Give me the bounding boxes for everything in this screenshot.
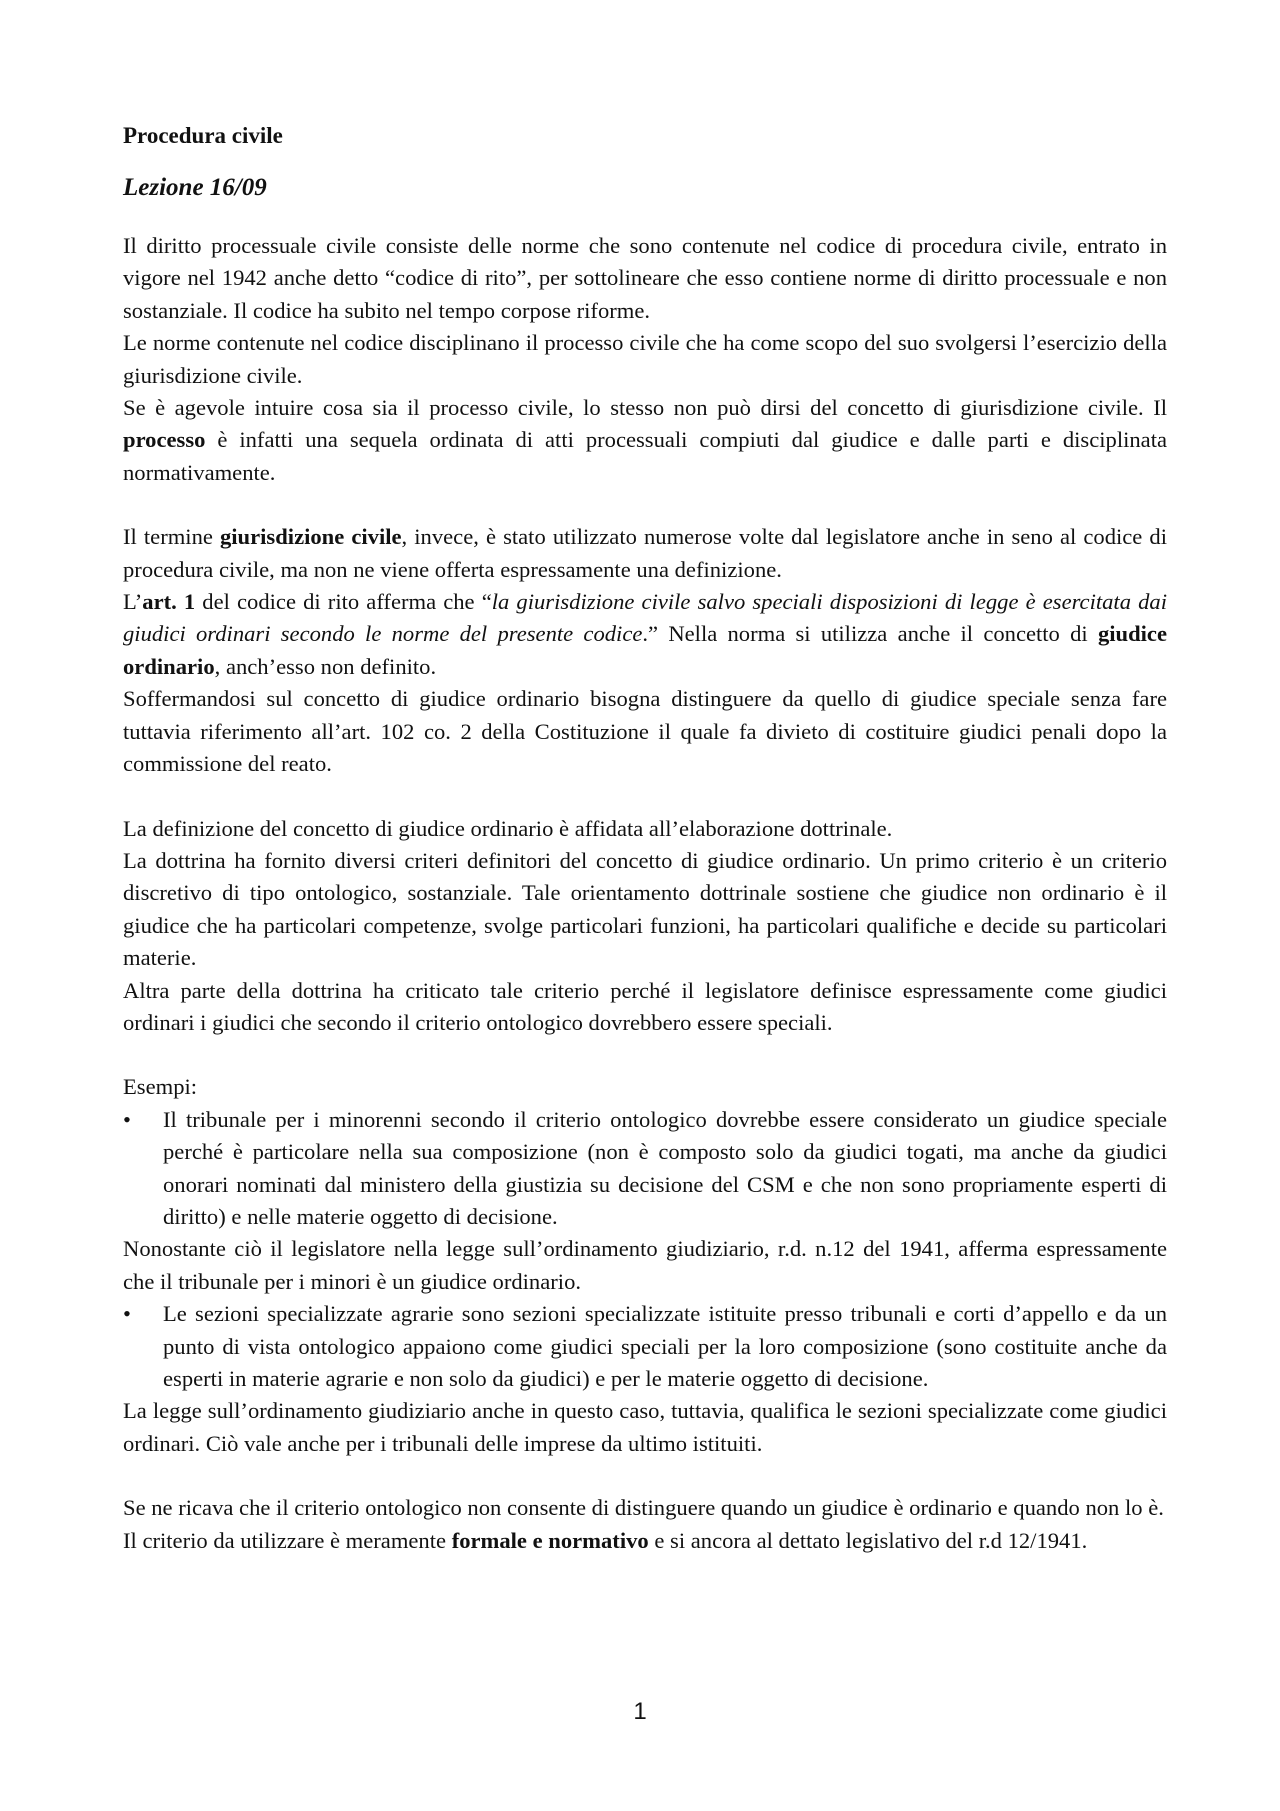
paragraph-norme: Le norme contenute nel codice disciplinano il processo civile che ha come scopo del suo svolgersi l’esercizio della giurisdizione civile. [123, 330, 1167, 388]
term-formale-normativo: formale e normativo [451, 1527, 649, 1553]
paragraph-criteri: La dottrina ha fornito diversi criteri definitori del concetto di giudice ordinario. Un primo criterio è un criterio discretivo di tipo ontologico, sostanziale. Tale orientamento dottrinale sostiene che giudice non ordinario è il giudice che ha particolari competenze, svolge particolari funzioni, ha particolari qualifiche e decide su particolari materie. [123, 847, 1167, 971]
paragraph-definizione: La definizione del concetto di giudice ordinario è affidata all’elaborazione dottrinale. [123, 815, 893, 841]
list-item: • Le sezioni specializzate agrarie sono sezioni specializzate istituite presso tribunali e corti d’appello e da un punto di vista ontologico appaiono come giudici speciali per la loro composizione (sono costituite anche da esperti in materie agrarie e non solo da giudici) e per le materie oggetto di decisione. [123, 1298, 1167, 1395]
examples-label: Esempi: [123, 1074, 198, 1100]
paragraph-art1: L’art. 1 del codice di rito afferma che “la giurisdizione civile salvo speciali disposizioni di legge è esercitata dai giudici ordinari secondo le norme del presente codice.” Nella norma si utilizza anche il concetto di giudice ordinario, anch’esso non definito. [123, 589, 1167, 679]
examples-list-2 [123, 1298, 1167, 1395]
term-giurisdizione-civile: giurisdizione civile [219, 524, 402, 550]
examples-list-1 [123, 1104, 1167, 1234]
bullet-icon: • [123, 1106, 131, 1132]
document-title: Procedura civile [123, 123, 283, 148]
term-art-1: art. 1 [142, 589, 196, 615]
paragraph-intro: Il diritto processuale civile consiste delle norme che sono contenute nel codice di procedura civile, entrato in vigore nel 1942 anche detto “codice di rito”, per sottolineare che esso contiene norme di diritto processuale e non sostanziale. Il codice ha subito nel tempo corpose riforme. [123, 233, 1167, 323]
term-giudice-ordinario: giudice ordinario [123, 621, 1167, 679]
term-processo: processo [123, 427, 206, 453]
art1-quote: la giurisdizione civile salvo speciali disposizioni di legge è esercitata dai giudici ordinari secondo le norme del presente codice [123, 589, 1167, 647]
bullet-icon: • [123, 1301, 131, 1327]
paragraph-giudice-speciale: Soffermandosi sul concetto di giudice ordinario bisogna distinguere da quello di giudice speciale senza fare tuttavia riferimento all’art. 102 co. 2 della Costituzione il quale fa divieto di costituire giudici penali dopo la commissione del reato. [123, 686, 1167, 777]
paragraph-sezioni: La legge sull’ordinamento giudiziario anche in questo caso, tuttavia, qualifica le sezioni specializzate come giudici ordinari. Ciò vale anche per i tribunali delle imprese da ultimo istituiti. [123, 1398, 1167, 1456]
paragraph-critica: Altra parte della dottrina ha criticato tale criterio perché il legislatore definisce espressamente come giudici ordinari i giudici che secondo il criterio ontologico dovrebbero essere speciali. [123, 977, 1167, 1035]
lesson-heading: Lezione 16/09 [123, 174, 267, 201]
paragraph-conclusione: Se ne ricava che il criterio ontologico non consente di distinguere quando un giudice è ordinario e quando non lo è. [123, 1495, 1164, 1521]
paragraph-giurisdizione: Il termine giurisdizione civile, invece, è stato utilizzato numerose volte dal legislatore anche in seno al codice di procedura civile, ma non ne viene offerta espressamente una definizione. [123, 524, 1167, 582]
paragraph-tribunale-minori: Nonostante ciò il legislatore nella legge sull’ordinamento giudiziario, r.d. n.12 del 1941, afferma espressamente che il tribunale per i minori è un giudice ordinario. [123, 1236, 1167, 1294]
list-item: • Il tribunale per i minorenni secondo il criterio ontologico dovrebbe essere considerato un giudice speciale perché è particolare nella sua composizione (non è composto solo da giudici togati, ma anche da giudici onorari nominati dal ministero della giustizia su decisione del CSM e che non sono propriamente esperti di diritto) e nelle materie oggetto di decisione. [123, 1104, 1167, 1234]
paragraph-processo: Se è agevole intuire cosa sia il processo civile, lo stesso non può dirsi del concetto di giurisdizione civile. Il processo è infatti una sequela ordinata di atti processuali compiuti dal giudice e dalle parti e disciplinata normativamente. [123, 395, 1167, 485]
paragraph-criterio-formale: Il criterio da utilizzare è meramente formale e normativo e si ancora al dettato legislativo del r.d 12/1941. [123, 1527, 1088, 1553]
document-page [123, 120, 1167, 1557]
page-number: 1 [633, 1698, 647, 1725]
